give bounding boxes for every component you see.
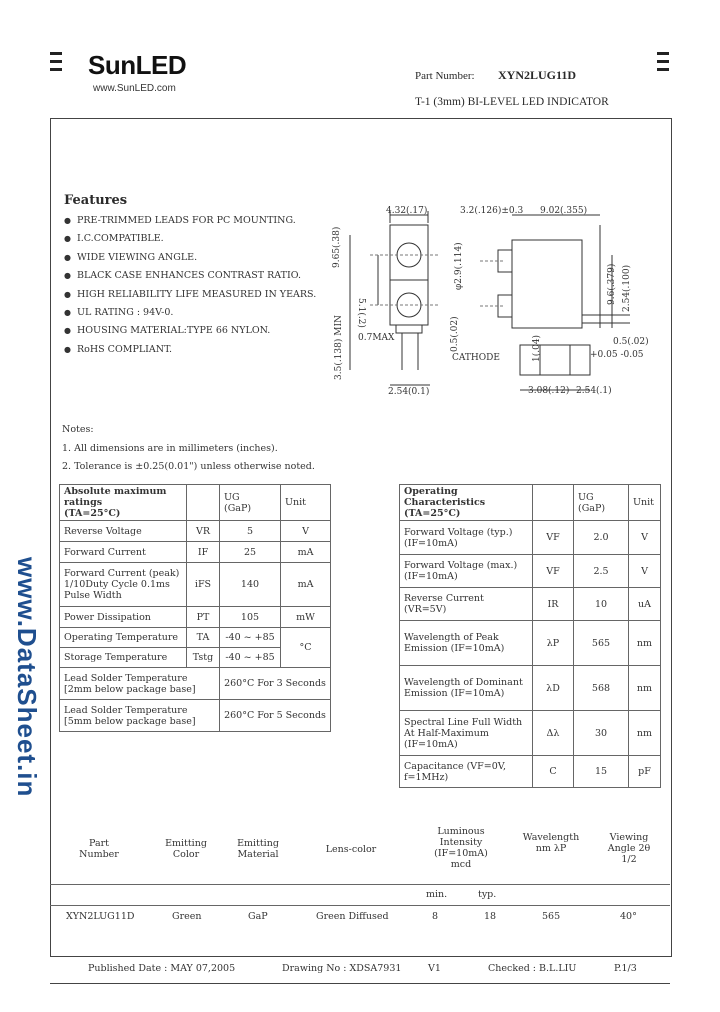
sym-cell: VF: [533, 555, 574, 588]
website: www.SunLED.com: [93, 83, 176, 94]
abs-header-mat: (GaP): [224, 502, 252, 514]
sym-cell: VR: [187, 521, 220, 542]
val-cell: 2.0: [574, 521, 629, 555]
features-list: [64, 215, 316, 362]
right-bars-icon: [657, 52, 669, 76]
cell-color: Green: [172, 911, 202, 922]
op-header-ug: [574, 485, 629, 521]
val-cell: 15: [574, 756, 629, 788]
features-title: Features: [64, 193, 128, 208]
param-cell: Storage Temperature: [60, 648, 187, 668]
logo: SunLED: [88, 50, 187, 80]
dim-base-b: 2.54(.1): [576, 386, 612, 396]
abs-header-unit: Unit: [281, 485, 331, 521]
table-row: [60, 607, 331, 628]
val-cell: -40 ~ +85: [220, 628, 281, 648]
dim-max: 0.7MAX: [358, 333, 395, 343]
op-header-param-text: Operating Characteristics: [404, 486, 486, 508]
param-cell: Lead Solder Temperature [5mm below package base]: [60, 700, 220, 732]
op-header-mat: (GaP): [578, 502, 606, 514]
cell-min: 8: [432, 911, 439, 922]
dim-tol: +0.05 -0.05: [590, 350, 644, 360]
sym-cell: iFS: [187, 563, 220, 607]
unit-cell: pF: [629, 756, 661, 788]
h-emit-color: Emitting Color: [165, 838, 207, 860]
table-row: [400, 588, 661, 621]
sym-cell: λP: [533, 621, 574, 666]
part-number: XYN2LUG11D: [498, 68, 577, 82]
sym-cell: IR: [533, 588, 574, 621]
table-row: [60, 628, 331, 648]
unit-cell: nm: [629, 666, 661, 711]
table-row: [400, 521, 661, 555]
footer-published: Published Date : MAY 07,2005: [88, 963, 236, 974]
param-cell: Operating Temperature: [60, 628, 187, 648]
param-cell: Forward Voltage (typ.) (IF=10mA): [400, 521, 533, 555]
table-row: [400, 666, 661, 711]
param-cell: Capacitance (VF=0V, f=1MHz): [400, 756, 533, 788]
abs-header-param: [60, 485, 187, 521]
h-wave: Wavelength nm λP: [522, 832, 580, 854]
sym-cell: IF: [187, 542, 220, 563]
h-lens: Lens-color: [325, 844, 377, 855]
val-cell: 25: [220, 542, 281, 563]
table-row: [400, 621, 661, 666]
dim-side-sq: 0.5(.02): [613, 337, 649, 347]
h-min: min.: [426, 889, 448, 900]
dim-lead-pitch: 2.54(0.1): [388, 387, 430, 397]
dim-pitch: 5.1(.2): [356, 298, 366, 328]
sym-cell: Δλ: [533, 711, 574, 756]
op-header-param: [400, 485, 533, 521]
sym-cell: Tstg: [187, 648, 220, 668]
dim-depth: 9.02(.355): [540, 206, 588, 216]
val-cell: 140: [220, 563, 281, 607]
unit-cell: V: [281, 521, 331, 542]
sym-cell: PT: [187, 607, 220, 628]
table-row: [400, 711, 661, 756]
val-cell: 260°C For 3 Seconds: [220, 668, 331, 700]
sym-cell: TA: [187, 628, 220, 648]
param-cell: Forward Current: [60, 542, 187, 563]
feature-item: ● I.C.COMPATIBLE.: [64, 233, 316, 251]
param-cell: Forward Voltage (max.) (IF=10mA): [400, 555, 533, 588]
dim-width: 4.32(.17): [386, 206, 428, 216]
h-emit-mat: Emitting Material: [237, 838, 279, 860]
cell-material: GaP: [248, 911, 268, 922]
table-row: [60, 563, 331, 607]
cell-lens: Green Diffused: [316, 911, 389, 922]
param-cell: Wavelength of Dominant Emission (IF=10mA): [400, 666, 533, 711]
val-cell: -40 ~ +85: [220, 648, 281, 668]
footer-drawing-no: Drawing No : XDSA7931: [282, 963, 402, 974]
val-cell: 2.5: [574, 555, 629, 588]
part-number-label: Part Number:: [415, 70, 475, 82]
footer-version: V1: [428, 963, 441, 974]
watermark: www.DataSheet.in: [12, 557, 42, 798]
footer-checked: Checked : B.L.LIU: [488, 963, 577, 974]
operating-table: [399, 484, 661, 788]
unit-cell: mA: [281, 563, 331, 607]
feature-item: ● HOUSING MATERIAL:TYPE 66 NYLON.: [64, 325, 316, 343]
table-row: [60, 521, 331, 542]
feature-item: ● BLACK CASE ENHANCES CONTRAST RATIO.: [64, 270, 316, 288]
h-typ: typ.: [478, 889, 497, 900]
val-cell: 10: [574, 588, 629, 621]
feature-item: ● HIGH RELIABILITY LIFE MEASURED IN YEARS.: [64, 289, 316, 307]
param-cell: Wavelength of Peak Emission (IF=10mA): [400, 621, 533, 666]
val-cell: 568: [574, 666, 629, 711]
table-row: [400, 756, 661, 788]
val-cell: 105: [220, 607, 281, 628]
unit-cell: V: [629, 555, 661, 588]
doc-title: T-1 (3mm) BI-LEVEL LED INDICATOR: [415, 96, 609, 108]
front-body: [390, 225, 428, 325]
param-cell: Power Dissipation: [60, 607, 187, 628]
footer-page: P.1/3: [614, 963, 637, 974]
divider: [50, 905, 670, 906]
feature-item: ● WIDE VIEWING ANGLE.: [64, 252, 316, 270]
unit-cell: mW: [281, 607, 331, 628]
dim-small: 1(.04): [532, 334, 542, 362]
param-cell: Spectral Line Full Width At Half-Maximum (IF=10mA): [400, 711, 533, 756]
cell-view: 40°: [620, 911, 637, 922]
note-item: 2. Tolerance is ±0.25(0.01") unless otherwise noted.: [62, 461, 315, 472]
op-header-ug-text: UG: [578, 491, 594, 503]
op-header-cond: (TA=25°C): [404, 508, 461, 519]
unit-cell: uA: [629, 588, 661, 621]
footer-rule: [50, 983, 670, 984]
h-lum: Luminous Intensity (IF=10mA) mcd: [434, 826, 488, 870]
cell-part: XYN2LUG11D: [66, 911, 135, 922]
dim-led-dia: φ2.9(.114): [454, 242, 464, 290]
divider: [50, 884, 670, 885]
note-item: 1. All dimensions are in millimeters (inches).: [62, 443, 278, 454]
left-bars-icon: [50, 52, 62, 76]
op-header-sym: [533, 485, 574, 521]
abs-header-ug: [220, 485, 281, 521]
param-cell: Reverse Voltage: [60, 521, 187, 542]
val-cell: 5: [220, 521, 281, 542]
table-row: [60, 542, 331, 563]
cell-wave: 565: [542, 911, 561, 922]
abs-header-ug-text: UG: [224, 491, 240, 503]
abs-header-param-text: Absolute maximum ratings: [64, 486, 167, 508]
dim-min-length: 3.5(.138) MIN: [334, 315, 344, 380]
unit-cell: nm: [629, 621, 661, 666]
param-cell: Reverse Current (VR=5V): [400, 588, 533, 621]
param-cell: Lead Solder Temperature [2mm below package base]: [60, 668, 220, 700]
cathode-label: CATHODE: [452, 353, 500, 363]
dim-side-lead: 2.54(.100): [622, 264, 632, 312]
feature-item: ● RoHS COMPLIANT.: [64, 344, 316, 362]
h-part: Part Number: [79, 838, 119, 860]
val-cell: 260°C For 5 Seconds: [220, 700, 331, 732]
sym-cell: λD: [533, 666, 574, 711]
unit-cell: mA: [281, 542, 331, 563]
val-cell: 30: [574, 711, 629, 756]
table-row: [60, 668, 331, 700]
abs-header-sym: [187, 485, 220, 521]
val-cell: 565: [574, 621, 629, 666]
abs-max-table: [59, 484, 331, 732]
dim-lead-gap: 3.2(.126)±0.3: [460, 206, 524, 216]
cell-typ: 18: [484, 911, 497, 922]
abs-header-cond: (TA=25°C): [64, 508, 121, 519]
param-cell: Forward Current (peak) 1/10Duty Cycle 0.1ms Pulse Width: [60, 563, 187, 607]
sym-cell: C: [533, 756, 574, 788]
unit-cell: nm: [629, 711, 661, 756]
h-view: Viewing Angle 2θ 1/2: [607, 832, 651, 865]
dim-height-total: 9.65(.38): [332, 226, 342, 268]
sym-cell: VF: [533, 521, 574, 555]
notes-title: Notes:: [62, 424, 94, 435]
feature-item: ● UL RATING : 94V-0.: [64, 307, 316, 325]
feature-item: ● PRE-TRIMMED LEADS FOR PC MOUNTING.: [64, 215, 316, 233]
unit-cell: °C: [281, 628, 331, 668]
table-row: [60, 700, 331, 732]
dim-base-a: 3.08(.12): [528, 386, 570, 396]
table-row: [400, 555, 661, 588]
unit-cell: V: [629, 521, 661, 555]
op-header-unit: Unit: [629, 485, 661, 521]
bottom-table: [50, 822, 670, 932]
dim-side-height: 9.6(.379): [607, 263, 617, 305]
dim-lead-sq: 0.5(.02): [450, 316, 460, 352]
